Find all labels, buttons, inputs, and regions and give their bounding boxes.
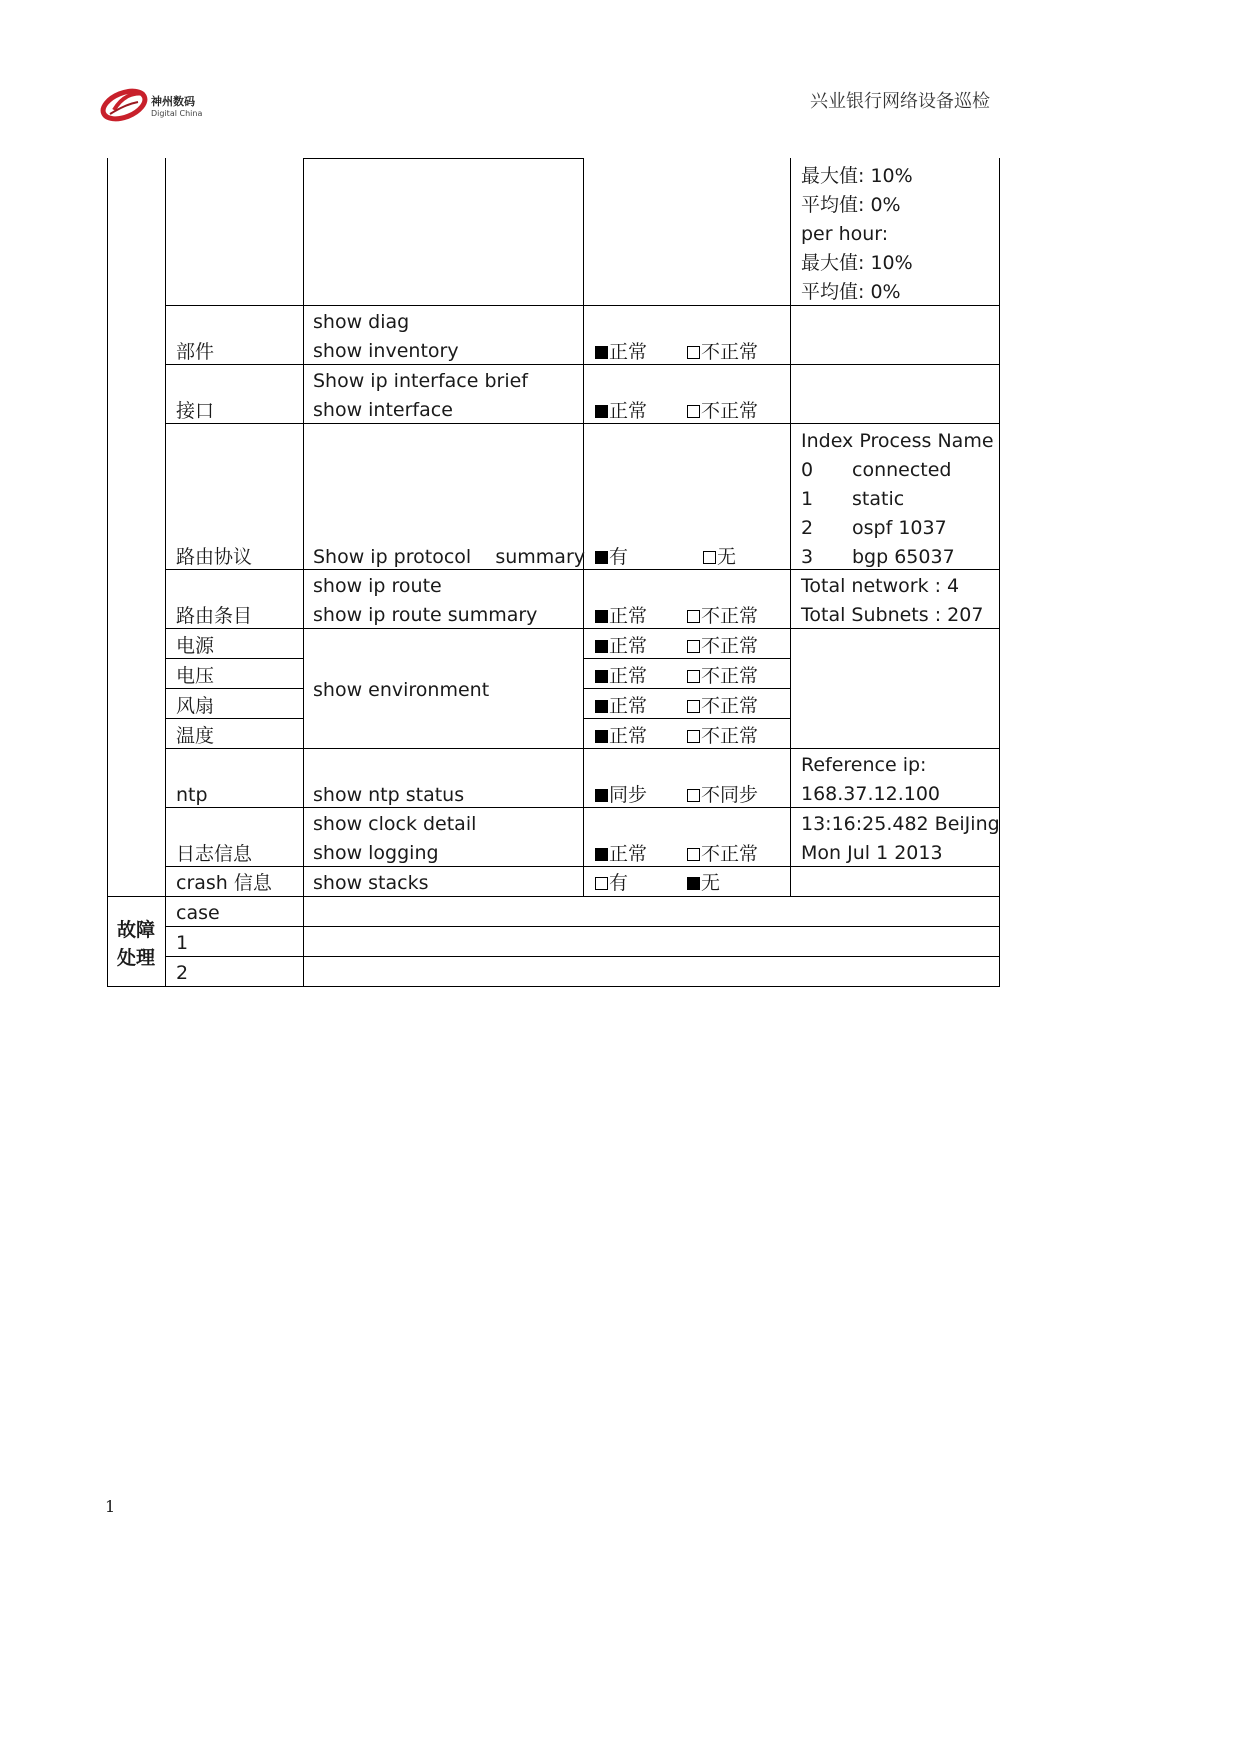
row-env-item-temp: 温度 [176, 725, 215, 747]
checkbox-empty-icon [687, 405, 700, 418]
fault-section-label-2: 处理 [117, 947, 156, 969]
row-log-cmd2: show logging [313, 842, 439, 864]
checkbox-empty-icon [595, 877, 608, 890]
row-proto-note-name: bgp 65037 [852, 546, 955, 568]
checkbox-checked-icon [595, 789, 608, 802]
row-parts-cmd2: show inventory [313, 340, 459, 362]
row-proto-note-name: ospf 1037 [852, 517, 947, 539]
checkbox-empty-icon [687, 346, 700, 359]
row-ntp-item: ntp [176, 784, 208, 806]
row-crash-option-yes[interactable]: 有 [595, 871, 628, 895]
row-log-option-abnormal[interactable]: 不正常 [687, 842, 758, 866]
row-parts-item: 部件 [176, 341, 215, 363]
row-env-temp-option-abnormal[interactable]: 不正常 [687, 724, 758, 748]
row-proto-note-header: Index Process Name [801, 430, 994, 452]
checkbox-empty-icon [687, 640, 700, 653]
row-ntp-option-nosync[interactable]: 不同步 [687, 783, 758, 807]
row-parts-option-normal[interactable]: 正常 [595, 340, 647, 364]
row-log-option-normal[interactable]: 正常 [595, 842, 647, 866]
cpu-note-2: 平均值: 0% [801, 194, 901, 216]
row-routes-cmd2: show ip route summary [313, 604, 538, 626]
row-crash-cmd: show stacks [313, 872, 429, 894]
row-env-voltage-option-abnormal[interactable]: 不正常 [687, 664, 758, 688]
checkbox-empty-icon [687, 670, 700, 683]
fault-row-case: case [176, 902, 220, 924]
row-log-item: 日志信息 [176, 843, 253, 865]
row-proto-option-yes[interactable]: 有 [595, 545, 628, 569]
row-routes-cmd1: show ip route [313, 575, 442, 597]
checkbox-checked-icon [595, 730, 608, 743]
checkbox-checked-icon [595, 848, 608, 861]
checkbox-checked-icon [595, 551, 608, 564]
cpu-note-3: per hour: [801, 223, 889, 245]
checkbox-checked-icon [595, 700, 608, 713]
row-routes-note-2: Total Subnets : 207 [801, 604, 984, 626]
row-env-power-option-normal[interactable]: 正常 [595, 634, 647, 658]
checkbox-empty-icon [687, 730, 700, 743]
checkbox-empty-icon [687, 700, 700, 713]
cpu-note-1: 最大值: 10% [801, 165, 913, 187]
row-ntp-note-1: Reference ip: [801, 754, 927, 776]
row-env-item-voltage: 电压 [176, 665, 215, 687]
row-ntp-cmd: show ntp status [313, 784, 465, 806]
row-routes-note-1: Total network : 4 [801, 575, 960, 597]
checkbox-checked-icon [595, 610, 608, 623]
checkbox-checked-icon [595, 405, 608, 418]
row-env-item-power: 电源 [176, 635, 215, 657]
row-routes-option-normal[interactable]: 正常 [595, 604, 647, 628]
row-crash-item: crash 信息 [176, 872, 272, 894]
row-iface-cmd2: show interface [313, 399, 453, 421]
row-log-cmd1: show clock detail [313, 813, 477, 835]
checkbox-checked-icon [595, 640, 608, 653]
fault-section-label-1: 故障 [117, 919, 156, 941]
row-env-item-fan: 风扇 [176, 695, 215, 717]
checkbox-checked-icon [595, 346, 608, 359]
row-parts-option-abnormal[interactable]: 不正常 [687, 340, 758, 364]
row-proto-note-index: 3 [801, 546, 814, 568]
row-env-temp-option-normal[interactable]: 正常 [595, 724, 647, 748]
checkbox-empty-icon [703, 551, 716, 564]
row-proto-note-index: 2 [801, 517, 814, 539]
row-proto-note-name: static [852, 488, 905, 510]
row-crash-option-no[interactable]: 无 [687, 871, 720, 895]
row-iface-option-abnormal[interactable]: 不正常 [687, 399, 758, 423]
row-parts-cmd1: show diag [313, 311, 410, 333]
row-routes-option-abnormal[interactable]: 不正常 [687, 604, 758, 628]
checkbox-empty-icon [687, 789, 700, 802]
digital-china-logo-icon [100, 84, 152, 124]
row-env-voltage-option-normal[interactable]: 正常 [595, 664, 647, 688]
checkbox-checked-icon [687, 877, 700, 890]
row-iface-cmd1: Show ip interface brief [313, 370, 528, 392]
cpu-note-5: 平均值: 0% [801, 281, 901, 303]
row-proto-item: 路由协议 [176, 546, 253, 568]
row-proto-note-index: 0 [801, 459, 814, 481]
checkbox-empty-icon [687, 848, 700, 861]
page-number: 1 [105, 1497, 116, 1516]
cpu-note-4: 最大值: 10% [801, 252, 913, 274]
logo [100, 84, 210, 124]
row-routes-item: 路由条目 [176, 605, 253, 627]
row-env-fan-option-normal[interactable]: 正常 [595, 694, 647, 718]
row-proto-option-no[interactable]: 无 [703, 545, 736, 569]
logo-text-en: Digital China [151, 109, 203, 118]
row-proto-cmd: Show ip protocol summary [313, 546, 586, 568]
row-ntp-note-2: 168.37.12.100 [801, 783, 941, 805]
fault-row-2: 2 [176, 962, 189, 984]
logo-text-cn: 神州数码 [151, 95, 195, 108]
checkbox-empty-icon [687, 610, 700, 623]
row-env-cmd: show environment [313, 679, 490, 701]
row-env-power-option-abnormal[interactable]: 不正常 [687, 634, 758, 658]
row-proto-note-name: connected [852, 459, 952, 481]
document-title: 兴业银行网络设备巡检 [810, 91, 990, 112]
checkbox-checked-icon [595, 670, 608, 683]
row-log-note-1: 13:16:25.482 BeiJing [801, 813, 1000, 835]
row-log-note-2: Mon Jul 1 2013 [801, 842, 943, 864]
row-iface-item: 接口 [176, 400, 215, 422]
row-ntp-option-sync[interactable]: 同步 [595, 783, 647, 807]
fault-row-1: 1 [176, 932, 189, 954]
row-proto-note-index: 1 [801, 488, 814, 510]
row-iface-option-normal[interactable]: 正常 [595, 399, 647, 423]
row-env-fan-option-abnormal[interactable]: 不正常 [687, 694, 758, 718]
